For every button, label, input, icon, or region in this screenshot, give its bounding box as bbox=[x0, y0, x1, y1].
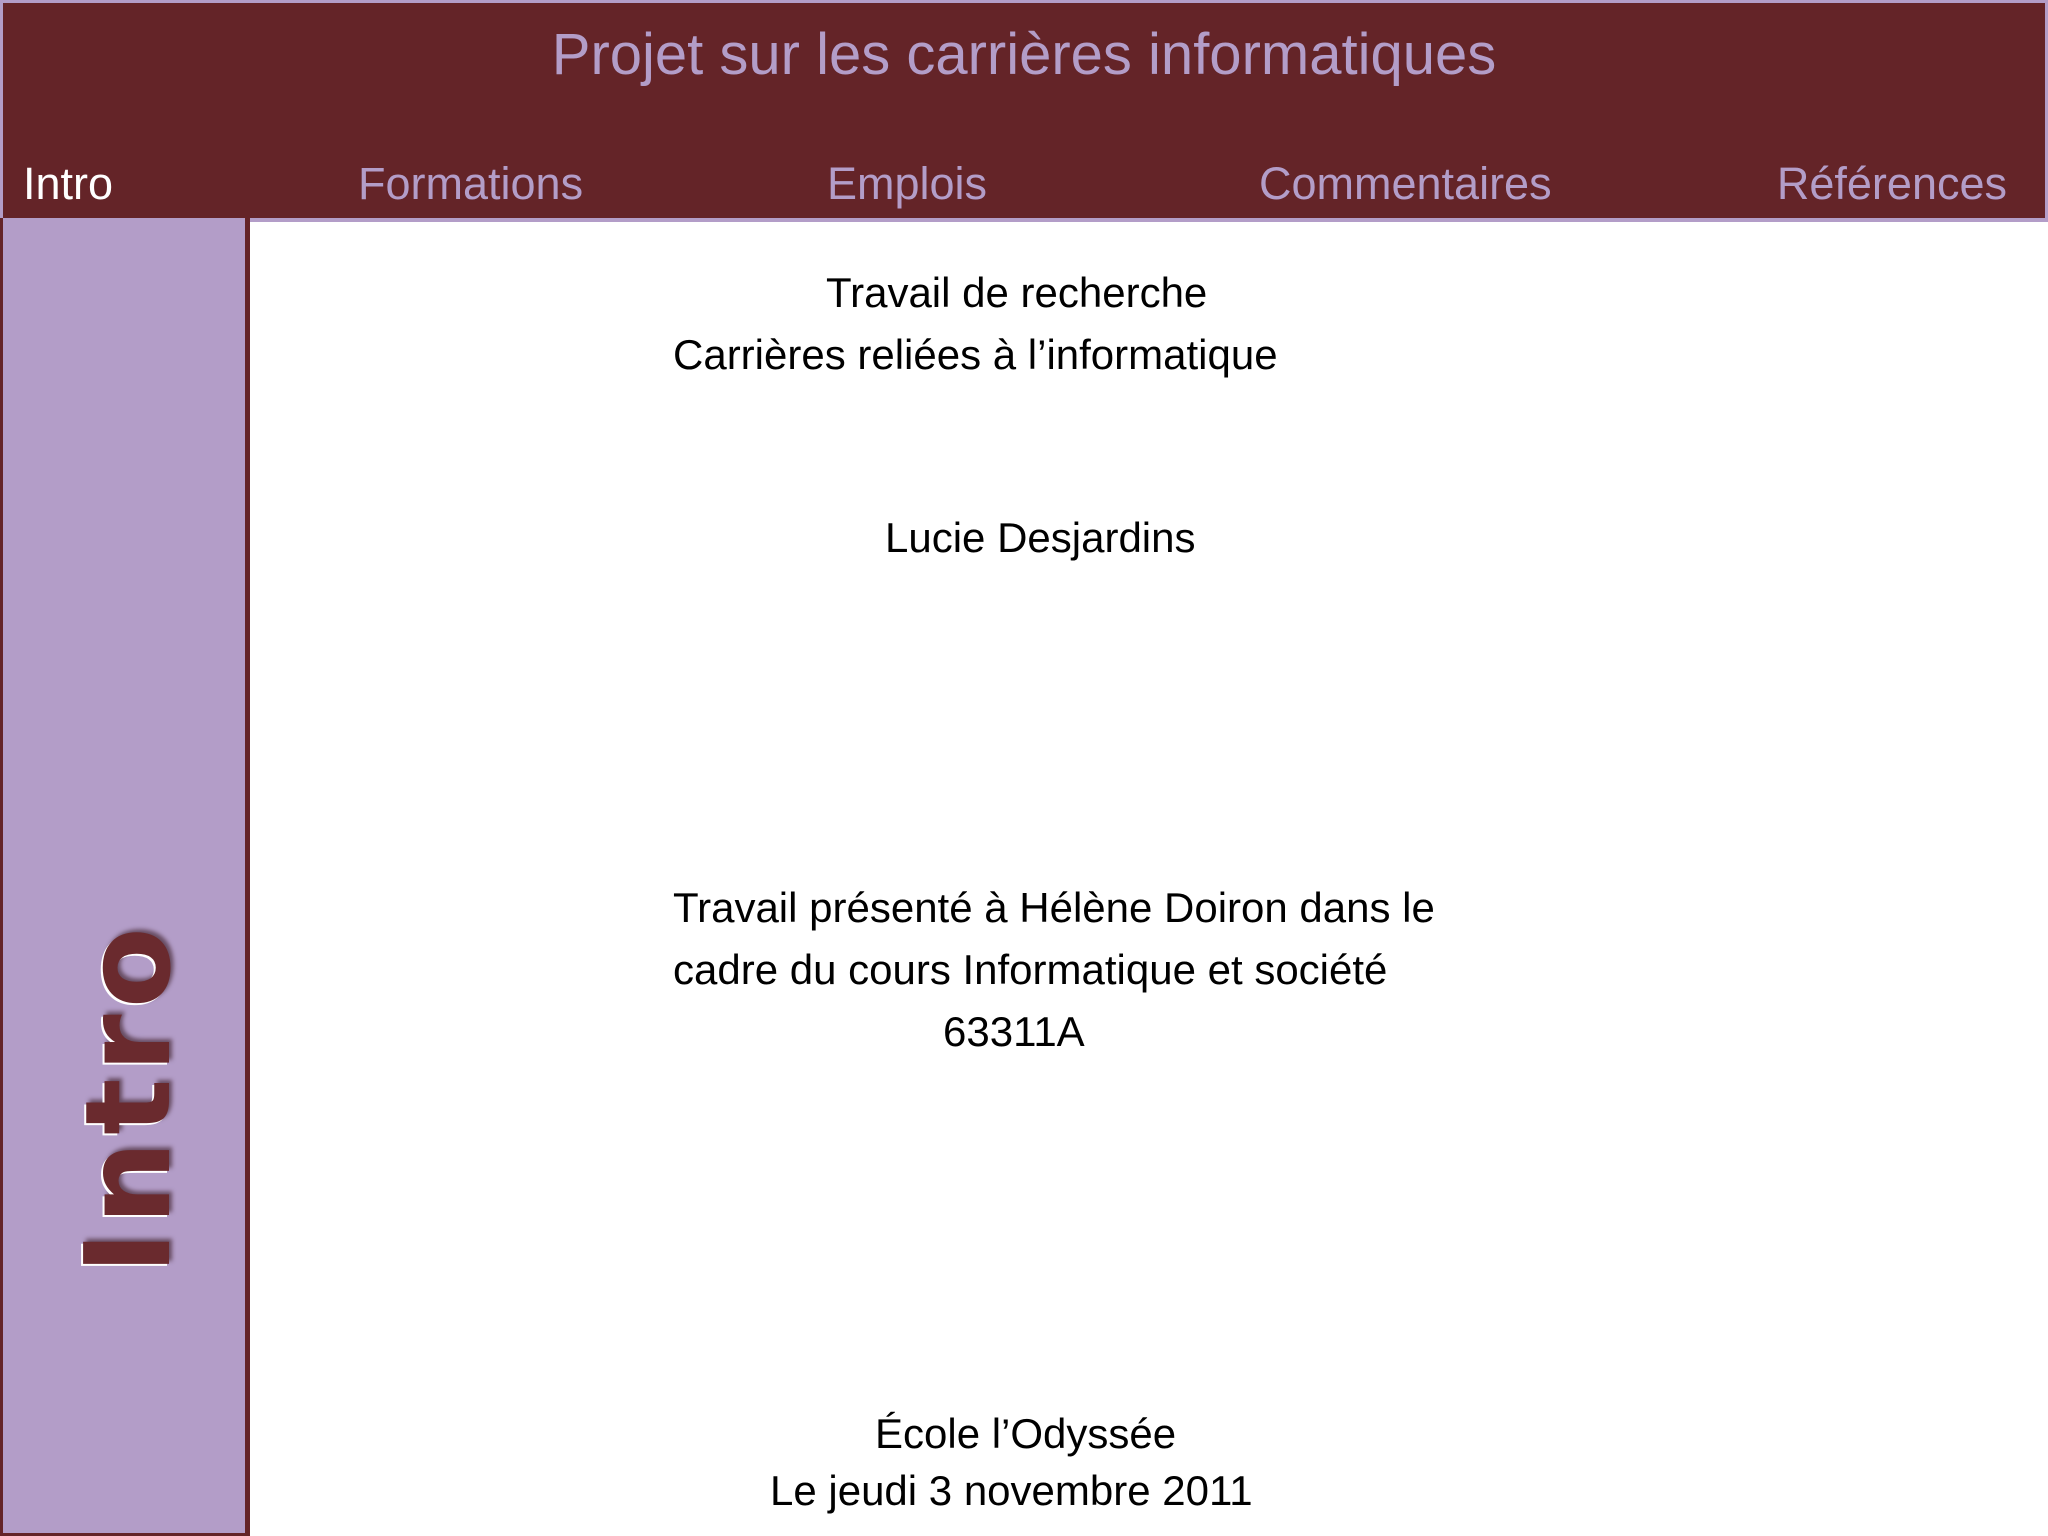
course-code: 63311A bbox=[943, 1008, 1085, 1055]
nav-tab-intro[interactable]: Intro bbox=[23, 158, 114, 209]
heading-line-1: Travail de recherche bbox=[826, 269, 1208, 316]
nav-tab-formations[interactable]: Formations bbox=[358, 158, 584, 209]
presentation-date: Le jeudi 3 novembre 2011 bbox=[770, 1467, 1253, 1514]
presented-line-2: cadre du cours Informatique et société bbox=[673, 946, 1388, 993]
school-name: École l’Odyssée bbox=[875, 1410, 1177, 1457]
section-label: Intro bbox=[59, 921, 197, 1275]
heading-line-2: Carrières reliées à l’informatique bbox=[673, 331, 1278, 378]
nav-tab-references[interactable]: Références bbox=[1776, 158, 2007, 209]
section-sidebar bbox=[0, 218, 250, 1536]
author-name: Lucie Desjardins bbox=[885, 514, 1196, 561]
nav-tab-emplois[interactable]: Emplois bbox=[827, 158, 988, 209]
nav-tab-commentaires[interactable]: Commentaires bbox=[1259, 158, 1552, 209]
page-title: Projet sur les carrières informatiques bbox=[551, 22, 1497, 87]
header-bar bbox=[0, 0, 2048, 222]
presented-line-1: Travail présenté à Hélène Doiron dans le bbox=[673, 884, 1435, 931]
